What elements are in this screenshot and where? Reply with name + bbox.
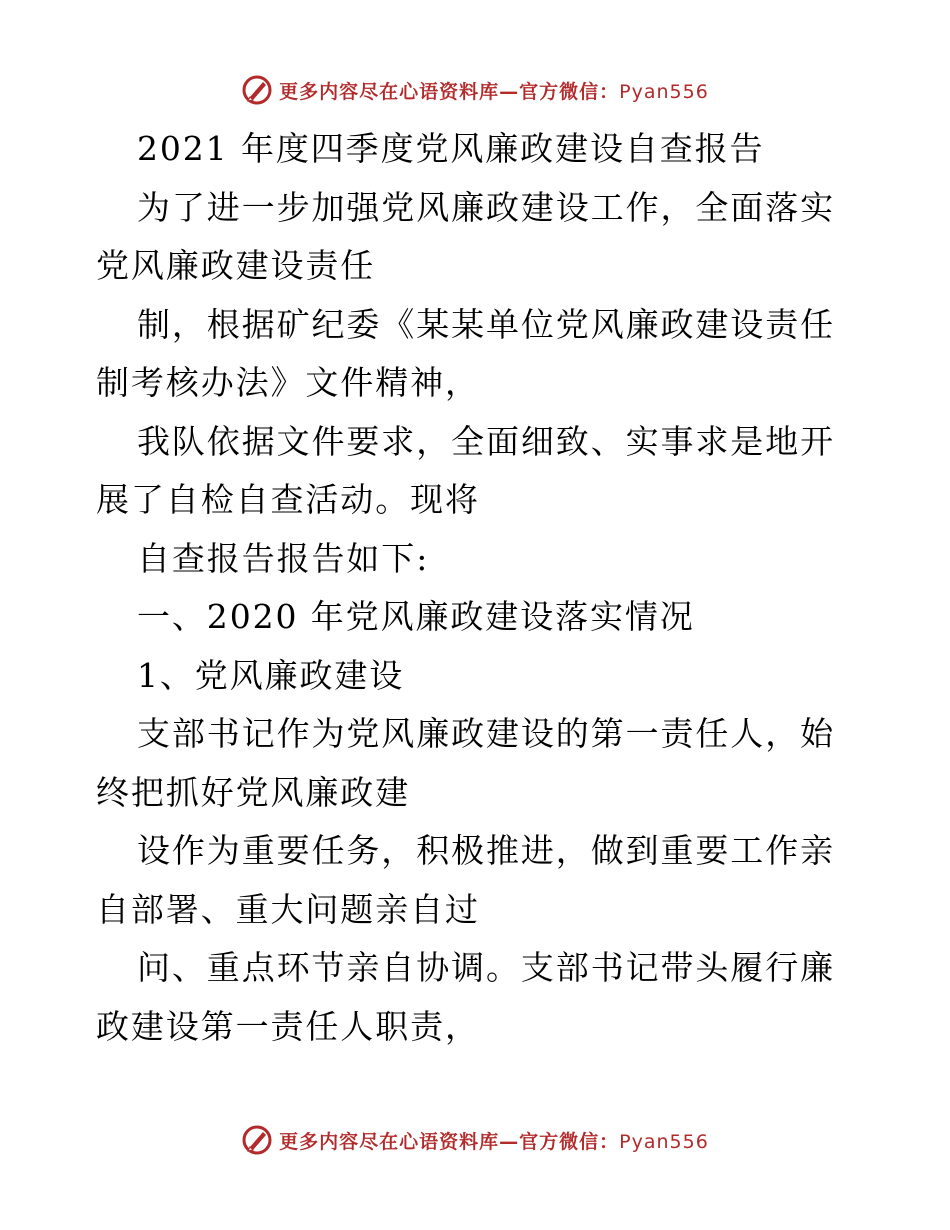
pen-logo-icon: [241, 74, 273, 106]
watermark-text: [279, 1127, 709, 1154]
paragraph: 设作为重要任务，积极推进，做到重要工作亲自部署、重大问题亲自过: [96, 831, 835, 929]
watermark-text-cn: 更多内容尽在心语资料库—官方微信：: [279, 1130, 620, 1153]
paragraph: 我队依据文件要求，全面细致、实事求是地开展了自检自查活动。现将: [96, 421, 835, 519]
pen-logo-icon: [241, 1124, 273, 1156]
header-watermark: [0, 70, 950, 110]
subsection-heading: 1、党风廉政建设: [137, 655, 405, 695]
watermark-wechat-id: Pyan556: [619, 80, 709, 103]
watermark-wechat-id: Pyan556: [619, 1130, 709, 1153]
footer-watermark: [0, 1120, 950, 1160]
paragraph: 制，根据矿纪委《某某单位党风廉政建设责任制考核办法》文件精神，: [96, 304, 835, 402]
paragraph: 问、重点环节亲自协调。支部书记带头履行廉政建设第一责任人职责，: [96, 948, 835, 1046]
watermark-text-cn: 更多内容尽在心语资料库—官方微信：: [279, 80, 620, 103]
paragraph: 自查报告报告如下:: [137, 538, 430, 578]
watermark-text: [279, 77, 709, 104]
document-body: [96, 120, 856, 1056]
paragraph: 支部书记作为党风廉政建设的第一责任人，始终把抓好党风廉政建: [96, 714, 835, 812]
section-heading: 一、2020 年党风廉政建设落实情况: [137, 597, 695, 636]
paragraph: 为了进一步加强党风廉政建设工作，全面落实党风廉政建设责任: [96, 187, 835, 285]
document-title: 2021 年度四季度党风廉政建设自查报告: [137, 129, 765, 168]
